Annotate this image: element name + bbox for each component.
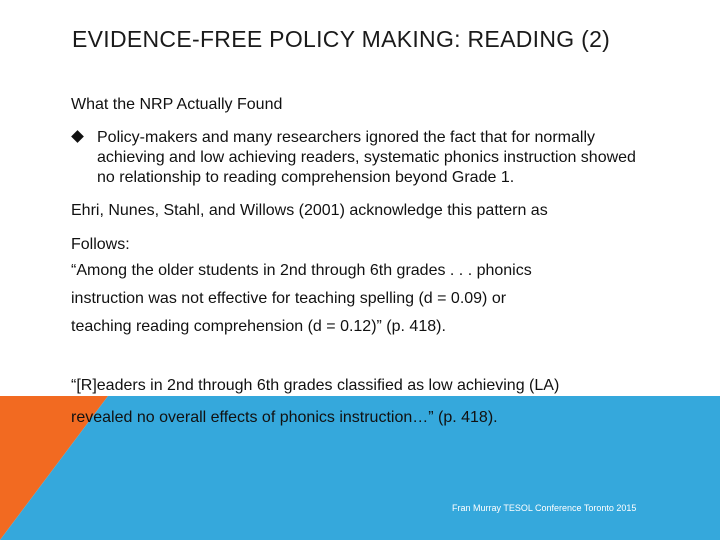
paragraph-line: Ehri, Nunes, Stahl, and Willows (2001) acknowledge this pattern as: [71, 202, 548, 219]
slide-footer: Fran Murray TESOL Conference Toronto 2015: [452, 503, 637, 513]
paragraph-line: Follows:: [71, 236, 130, 253]
quote-line: “[R]eaders in 2nd through 6th grades classified as low achieving (LA): [71, 377, 560, 394]
quote-line: instruction was not effective for teaching spelling (d = 0.09) or: [71, 290, 507, 307]
section-heading: What the NRP Actually Found: [71, 96, 283, 113]
bullet-text: Policy-makers and many researchers ignored the fact that for normally achieving and low achieving readers, systematic phonics instruction showed no relationship to reading comprehension beyond Grade 1.: [97, 129, 636, 186]
quote-line: teaching reading comprehension (d = 0.12)” (p. 418).: [71, 318, 446, 335]
quote-line: “Among the older students in 2nd through 6th grades . . . phonics: [71, 262, 532, 279]
quote-line: revealed no overall effects of phonics instruction…” (p. 418).: [71, 409, 498, 426]
bullet-item: [71, 128, 651, 188]
slide-title: EVIDENCE-FREE POLICY MAKING: READING (2): [72, 26, 611, 52]
diamond-bullet-icon: [71, 130, 84, 143]
